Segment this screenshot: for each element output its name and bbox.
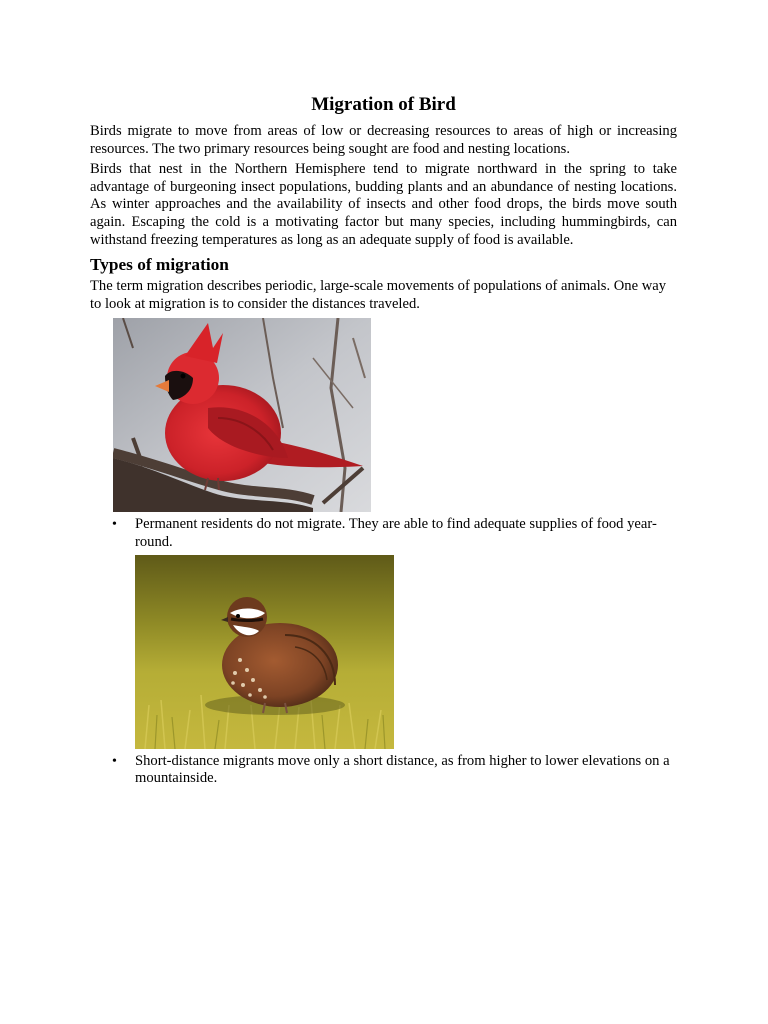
section-paragraph: The term migration describes periodic, large-scale movements of populations of animals. One way to look at migration is to consider the distances traveled. [90,278,667,312]
bullet-marker: • [112,517,117,533]
document-title: Migration of Bird [311,94,456,115]
migration-types-list [90,516,677,551]
section-heading: Types of migration [90,255,229,275]
document-page [90,94,677,788]
quail-photo-illustration [135,555,394,749]
list-item [90,753,677,788]
cardinal-photo-illustration [113,318,371,512]
cardinal-photo [113,318,371,512]
quail-photo [135,555,394,749]
migration-types-list-continued [90,753,677,788]
intro-paragraph-1: Birds migrate to move from areas of low or decreasing resources to areas of high or increasing resources. The two primary resources being sought are food and nesting locations. [90,123,677,157]
bullet-marker: • [112,753,117,769]
intro-paragraph-2: Birds that nest in the Northern Hemisphere tend to migrate northward in the spring to take advantage of burgeoning insect populations, budding plants and an abundance of nesting locations. As winter approaches and the availability of insects and other food drops, the birds move south again. Escaping the cold is a motivating factor but many species, including hummingbirds, can withstand freezing temperatures as long as an adequate supply of food is available. [90,161,677,248]
bullet-text: Short-distance migrants move only a short distance, as from higher to lower elevations on a mountainside. [135,752,670,787]
list-item [90,516,677,551]
bullet-text: Permanent residents do not migrate. They are able to find adequate supplies of food year-round. [135,516,657,550]
